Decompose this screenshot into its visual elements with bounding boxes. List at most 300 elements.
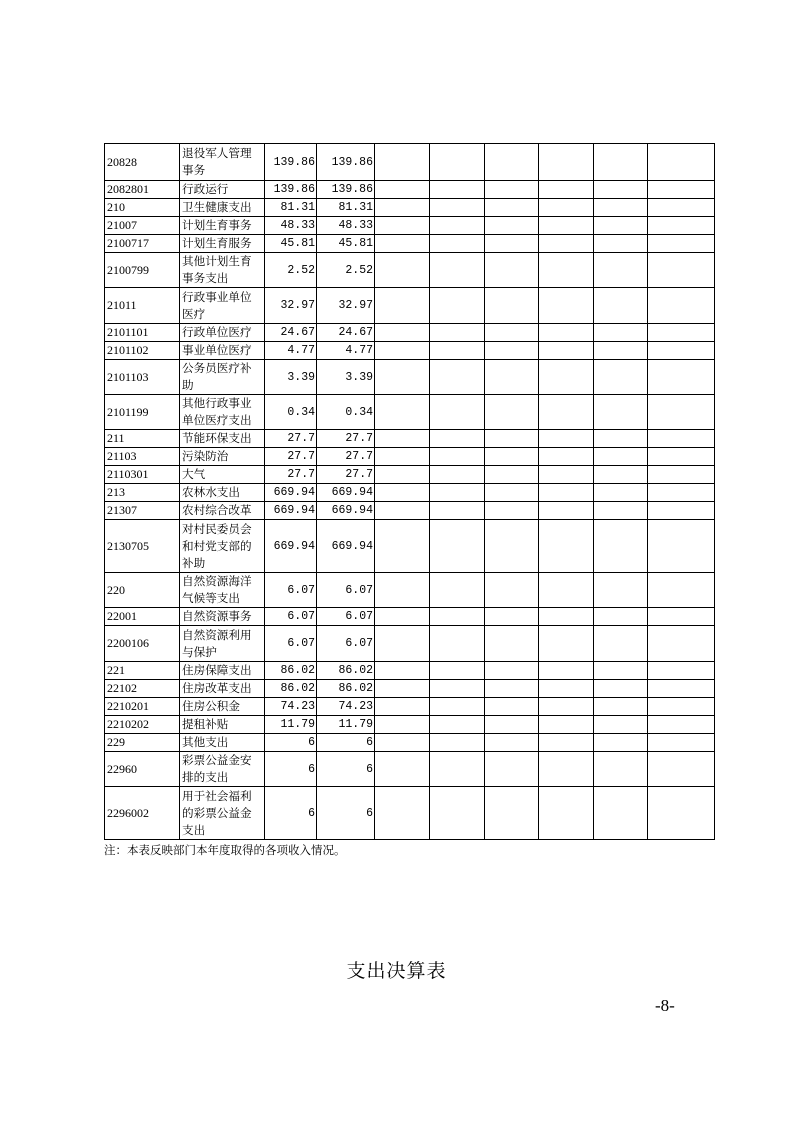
table-row <box>105 698 715 716</box>
account-code-cell: 210 <box>105 199 180 217</box>
account-name-cell: 计划生育事务 <box>180 217 265 235</box>
empty-cell <box>594 181 648 199</box>
empty-cell <box>594 360 648 395</box>
table-row <box>105 752 715 787</box>
amount-cell: 45.81 <box>317 235 375 253</box>
empty-cell <box>485 448 539 466</box>
empty-cell <box>485 342 539 360</box>
empty-cell <box>375 199 430 217</box>
table-row <box>105 520 715 573</box>
table-row <box>105 324 715 342</box>
empty-cell <box>375 395 430 430</box>
empty-cell <box>375 448 430 466</box>
empty-cell <box>648 484 715 502</box>
empty-cell <box>539 716 594 734</box>
empty-cell <box>485 716 539 734</box>
table-row <box>105 199 715 217</box>
amount-cell: 2.52 <box>317 253 375 288</box>
table-row <box>105 484 715 502</box>
table-row <box>105 430 715 448</box>
account-name-cell: 退役军人管理事务 <box>180 144 265 181</box>
empty-cell <box>485 484 539 502</box>
account-code-cell: 2130705 <box>105 520 180 573</box>
amount-cell: 48.33 <box>265 217 317 235</box>
amount-cell: 81.31 <box>317 199 375 217</box>
account-name-cell: 计划生育服务 <box>180 235 265 253</box>
empty-cell <box>594 466 648 484</box>
empty-cell <box>648 662 715 680</box>
empty-cell <box>648 520 715 573</box>
empty-cell <box>648 698 715 716</box>
account-code-cell: 2210202 <box>105 716 180 734</box>
amount-cell: 0.34 <box>265 395 317 430</box>
amount-cell: 27.7 <box>317 448 375 466</box>
amount-cell: 86.02 <box>317 662 375 680</box>
empty-cell <box>648 608 715 626</box>
empty-cell <box>375 787 430 840</box>
empty-cell <box>539 342 594 360</box>
empty-cell <box>375 253 430 288</box>
empty-cell <box>594 448 648 466</box>
empty-cell <box>648 573 715 608</box>
account-name-cell: 污染防治 <box>180 448 265 466</box>
account-code-cell: 21103 <box>105 448 180 466</box>
amount-cell: 669.94 <box>265 502 317 520</box>
empty-cell <box>430 662 485 680</box>
section-title: 支出决算表 <box>346 960 447 982</box>
empty-cell <box>485 395 539 430</box>
empty-cell <box>648 466 715 484</box>
amount-cell: 669.94 <box>317 484 375 502</box>
empty-cell <box>539 520 594 573</box>
empty-cell <box>430 288 485 324</box>
account-code-cell: 213 <box>105 484 180 502</box>
empty-cell <box>430 608 485 626</box>
amount-cell: 669.94 <box>265 484 317 502</box>
empty-cell <box>375 288 430 324</box>
empty-cell <box>594 662 648 680</box>
account-name-cell: 用于社会福利的彩票公益金支出 <box>180 787 265 840</box>
account-code-cell: 20828 <box>105 144 180 181</box>
empty-cell <box>485 288 539 324</box>
amount-cell: 86.02 <box>265 662 317 680</box>
empty-cell <box>539 680 594 698</box>
table-row <box>105 360 715 395</box>
amount-cell: 3.39 <box>317 360 375 395</box>
empty-cell <box>539 235 594 253</box>
amount-cell: 669.94 <box>317 502 375 520</box>
empty-cell <box>375 680 430 698</box>
amount-cell: 27.7 <box>317 430 375 448</box>
empty-cell <box>375 181 430 199</box>
empty-cell <box>594 698 648 716</box>
empty-cell <box>594 324 648 342</box>
empty-cell <box>539 324 594 342</box>
empty-cell <box>648 626 715 662</box>
account-code-cell: 2210201 <box>105 698 180 716</box>
empty-cell <box>648 448 715 466</box>
empty-cell <box>594 235 648 253</box>
empty-cell <box>430 466 485 484</box>
empty-cell <box>648 324 715 342</box>
empty-cell <box>594 217 648 235</box>
empty-cell <box>485 466 539 484</box>
amount-cell: 6.07 <box>317 608 375 626</box>
empty-cell <box>648 217 715 235</box>
account-name-cell: 自然资源海洋气候等支出 <box>180 573 265 608</box>
account-name-cell: 其他计划生育事务支出 <box>180 253 265 288</box>
empty-cell <box>485 608 539 626</box>
empty-cell <box>648 787 715 840</box>
table-row <box>105 181 715 199</box>
empty-cell <box>485 430 539 448</box>
table-row <box>105 573 715 608</box>
empty-cell <box>430 199 485 217</box>
account-name-cell: 提租补贴 <box>180 716 265 734</box>
amount-cell: 669.94 <box>317 520 375 573</box>
table-row <box>105 448 715 466</box>
account-name-cell: 大气 <box>180 466 265 484</box>
account-name-cell: 节能环保支出 <box>180 430 265 448</box>
empty-cell <box>430 324 485 342</box>
amount-cell: 6.07 <box>265 573 317 608</box>
empty-cell <box>375 716 430 734</box>
account-code-cell: 22960 <box>105 752 180 787</box>
empty-cell <box>375 342 430 360</box>
empty-cell <box>539 253 594 288</box>
empty-cell <box>485 662 539 680</box>
empty-cell <box>594 752 648 787</box>
account-code-cell: 220 <box>105 573 180 608</box>
table-row <box>105 466 715 484</box>
empty-cell <box>430 573 485 608</box>
amount-cell: 6 <box>317 787 375 840</box>
empty-cell <box>539 288 594 324</box>
empty-cell <box>594 144 648 181</box>
empty-cell <box>648 288 715 324</box>
amount-cell: 6 <box>265 752 317 787</box>
empty-cell <box>430 787 485 840</box>
table-row <box>105 217 715 235</box>
empty-cell <box>594 608 648 626</box>
account-code-cell: 2200106 <box>105 626 180 662</box>
empty-cell <box>375 466 430 484</box>
empty-cell <box>539 608 594 626</box>
amount-cell: 27.7 <box>265 448 317 466</box>
empty-cell <box>539 698 594 716</box>
table-row <box>105 662 715 680</box>
empty-cell <box>648 199 715 217</box>
empty-cell <box>375 734 430 752</box>
amount-cell: 86.02 <box>265 680 317 698</box>
amount-cell: 45.81 <box>265 235 317 253</box>
empty-cell <box>594 573 648 608</box>
account-name-cell: 对村民委员会和村党支部的补助 <box>180 520 265 573</box>
table-row <box>105 253 715 288</box>
account-name-cell: 住房保障支出 <box>180 662 265 680</box>
empty-cell <box>594 502 648 520</box>
empty-cell <box>485 698 539 716</box>
amount-cell: 27.7 <box>265 466 317 484</box>
empty-cell <box>430 360 485 395</box>
empty-cell <box>648 360 715 395</box>
empty-cell <box>430 430 485 448</box>
amount-cell: 32.97 <box>265 288 317 324</box>
empty-cell <box>485 217 539 235</box>
table-row <box>105 626 715 662</box>
empty-cell <box>485 199 539 217</box>
account-name-cell: 住房改革支出 <box>180 680 265 698</box>
empty-cell <box>539 662 594 680</box>
amount-cell: 0.34 <box>317 395 375 430</box>
empty-cell <box>430 680 485 698</box>
account-code-cell: 21007 <box>105 217 180 235</box>
empty-cell <box>375 360 430 395</box>
account-code-cell: 21307 <box>105 502 180 520</box>
account-code-cell: 221 <box>105 662 180 680</box>
amount-cell: 4.77 <box>317 342 375 360</box>
table-row <box>105 680 715 698</box>
account-name-cell: 卫生健康支出 <box>180 199 265 217</box>
empty-cell <box>539 734 594 752</box>
amount-cell: 6 <box>317 734 375 752</box>
table-row <box>105 608 715 626</box>
table-row <box>105 235 715 253</box>
amount-cell: 86.02 <box>317 680 375 698</box>
empty-cell <box>539 360 594 395</box>
account-name-cell: 农村综合改革 <box>180 502 265 520</box>
account-code-cell: 229 <box>105 734 180 752</box>
empty-cell <box>594 199 648 217</box>
account-name-cell: 公务员医疗补助 <box>180 360 265 395</box>
empty-cell <box>430 752 485 787</box>
empty-cell <box>648 144 715 181</box>
amount-cell: 24.67 <box>317 324 375 342</box>
amount-cell: 3.39 <box>265 360 317 395</box>
empty-cell <box>430 181 485 199</box>
table-row <box>105 144 715 181</box>
amount-cell: 6.07 <box>317 626 375 662</box>
empty-cell <box>539 448 594 466</box>
empty-cell <box>485 235 539 253</box>
empty-cell <box>485 181 539 199</box>
empty-cell <box>375 144 430 181</box>
amount-cell: 6.07 <box>265 608 317 626</box>
empty-cell <box>594 430 648 448</box>
account-code-cell: 2110301 <box>105 466 180 484</box>
empty-cell <box>430 626 485 662</box>
amount-cell: 48.33 <box>317 217 375 235</box>
empty-cell <box>430 144 485 181</box>
empty-cell <box>430 698 485 716</box>
empty-cell <box>485 324 539 342</box>
empty-cell <box>594 253 648 288</box>
account-code-cell: 2101199 <box>105 395 180 430</box>
empty-cell <box>430 342 485 360</box>
empty-cell <box>594 342 648 360</box>
account-code-cell: 2296002 <box>105 787 180 840</box>
amount-cell: 11.79 <box>317 716 375 734</box>
empty-cell <box>430 716 485 734</box>
empty-cell <box>539 787 594 840</box>
amount-cell: 6.07 <box>265 626 317 662</box>
empty-cell <box>648 235 715 253</box>
empty-cell <box>485 573 539 608</box>
empty-cell <box>430 217 485 235</box>
account-name-cell: 其他行政事业单位医疗支出 <box>180 395 265 430</box>
account-name-cell: 行政单位医疗 <box>180 324 265 342</box>
amount-cell: 6.07 <box>317 573 375 608</box>
empty-cell <box>430 395 485 430</box>
account-code-cell: 2101102 <box>105 342 180 360</box>
empty-cell <box>648 342 715 360</box>
amount-cell: 74.23 <box>317 698 375 716</box>
empty-cell <box>430 484 485 502</box>
empty-cell <box>485 502 539 520</box>
empty-cell <box>375 235 430 253</box>
amount-cell: 2.52 <box>265 253 317 288</box>
account-name-cell: 农林水支出 <box>180 484 265 502</box>
empty-cell <box>648 181 715 199</box>
account-name-cell: 彩票公益金安排的支出 <box>180 752 265 787</box>
empty-cell <box>539 466 594 484</box>
account-name-cell: 自然资源事务 <box>180 608 265 626</box>
empty-cell <box>648 716 715 734</box>
amount-cell: 32.97 <box>317 288 375 324</box>
table-row <box>105 787 715 840</box>
amount-cell: 139.86 <box>265 144 317 181</box>
empty-cell <box>594 484 648 502</box>
table-row <box>105 502 715 520</box>
amount-cell: 81.31 <box>265 199 317 217</box>
empty-cell <box>594 716 648 734</box>
amount-cell: 11.79 <box>265 716 317 734</box>
amount-cell: 74.23 <box>265 698 317 716</box>
amount-cell: 24.67 <box>265 324 317 342</box>
empty-cell <box>375 502 430 520</box>
empty-cell <box>375 573 430 608</box>
empty-cell <box>539 626 594 662</box>
empty-cell <box>594 734 648 752</box>
empty-cell <box>485 787 539 840</box>
empty-cell <box>375 662 430 680</box>
empty-cell <box>485 734 539 752</box>
income-table <box>104 143 715 840</box>
empty-cell <box>485 752 539 787</box>
account-code-cell: 21011 <box>105 288 180 324</box>
account-code-cell: 22001 <box>105 608 180 626</box>
empty-cell <box>539 199 594 217</box>
empty-cell <box>430 448 485 466</box>
empty-cell <box>594 288 648 324</box>
empty-cell <box>539 752 594 787</box>
empty-cell <box>485 520 539 573</box>
empty-cell <box>485 144 539 181</box>
empty-cell <box>539 484 594 502</box>
empty-cell <box>375 626 430 662</box>
empty-cell <box>594 626 648 662</box>
empty-cell <box>648 395 715 430</box>
empty-cell <box>539 430 594 448</box>
account-code-cell: 2101101 <box>105 324 180 342</box>
amount-cell: 6 <box>265 787 317 840</box>
table-row <box>105 716 715 734</box>
empty-cell <box>485 360 539 395</box>
amount-cell: 139.86 <box>265 181 317 199</box>
amount-cell: 669.94 <box>265 520 317 573</box>
empty-cell <box>539 573 594 608</box>
account-code-cell: 2100717 <box>105 235 180 253</box>
amount-cell: 6 <box>317 752 375 787</box>
empty-cell <box>375 324 430 342</box>
account-name-cell: 事业单位医疗 <box>180 342 265 360</box>
empty-cell <box>430 520 485 573</box>
account-name-cell: 行政运行 <box>180 181 265 199</box>
account-code-cell: 22102 <box>105 680 180 698</box>
empty-cell <box>485 680 539 698</box>
empty-cell <box>375 520 430 573</box>
empty-cell <box>375 698 430 716</box>
empty-cell <box>430 253 485 288</box>
account-code-cell: 2100799 <box>105 253 180 288</box>
account-name-cell: 自然资源利用与保护 <box>180 626 265 662</box>
amount-cell: 139.86 <box>317 181 375 199</box>
empty-cell <box>485 253 539 288</box>
empty-cell <box>594 395 648 430</box>
empty-cell <box>375 430 430 448</box>
empty-cell <box>594 787 648 840</box>
empty-cell <box>539 502 594 520</box>
empty-cell <box>430 734 485 752</box>
empty-cell <box>539 181 594 199</box>
amount-cell: 6 <box>265 734 317 752</box>
empty-cell <box>539 144 594 181</box>
amount-cell: 4.77 <box>265 342 317 360</box>
empty-cell <box>648 680 715 698</box>
table-note: 注：本表反映部门本年度取得的各项收入情况。 <box>104 843 346 857</box>
account-code-cell: 211 <box>105 430 180 448</box>
amount-cell: 139.86 <box>317 144 375 181</box>
empty-cell <box>648 253 715 288</box>
account-name-cell: 行政事业单位医疗 <box>180 288 265 324</box>
page-number: -8- <box>655 996 675 1015</box>
empty-cell <box>485 626 539 662</box>
empty-cell <box>430 235 485 253</box>
empty-cell <box>375 608 430 626</box>
empty-cell <box>648 430 715 448</box>
empty-cell <box>375 217 430 235</box>
table-row <box>105 395 715 430</box>
table-row <box>105 734 715 752</box>
empty-cell <box>648 502 715 520</box>
empty-cell <box>539 217 594 235</box>
empty-cell <box>375 484 430 502</box>
empty-cell <box>539 395 594 430</box>
empty-cell <box>648 734 715 752</box>
empty-cell <box>594 520 648 573</box>
empty-cell <box>648 752 715 787</box>
account-code-cell: 2101103 <box>105 360 180 395</box>
empty-cell <box>594 680 648 698</box>
empty-cell <box>430 502 485 520</box>
amount-cell: 27.7 <box>265 430 317 448</box>
table-row <box>105 342 715 360</box>
empty-cell <box>375 752 430 787</box>
amount-cell: 27.7 <box>317 466 375 484</box>
account-code-cell: 2082801 <box>105 181 180 199</box>
table-row <box>105 288 715 324</box>
account-name-cell: 住房公积金 <box>180 698 265 716</box>
